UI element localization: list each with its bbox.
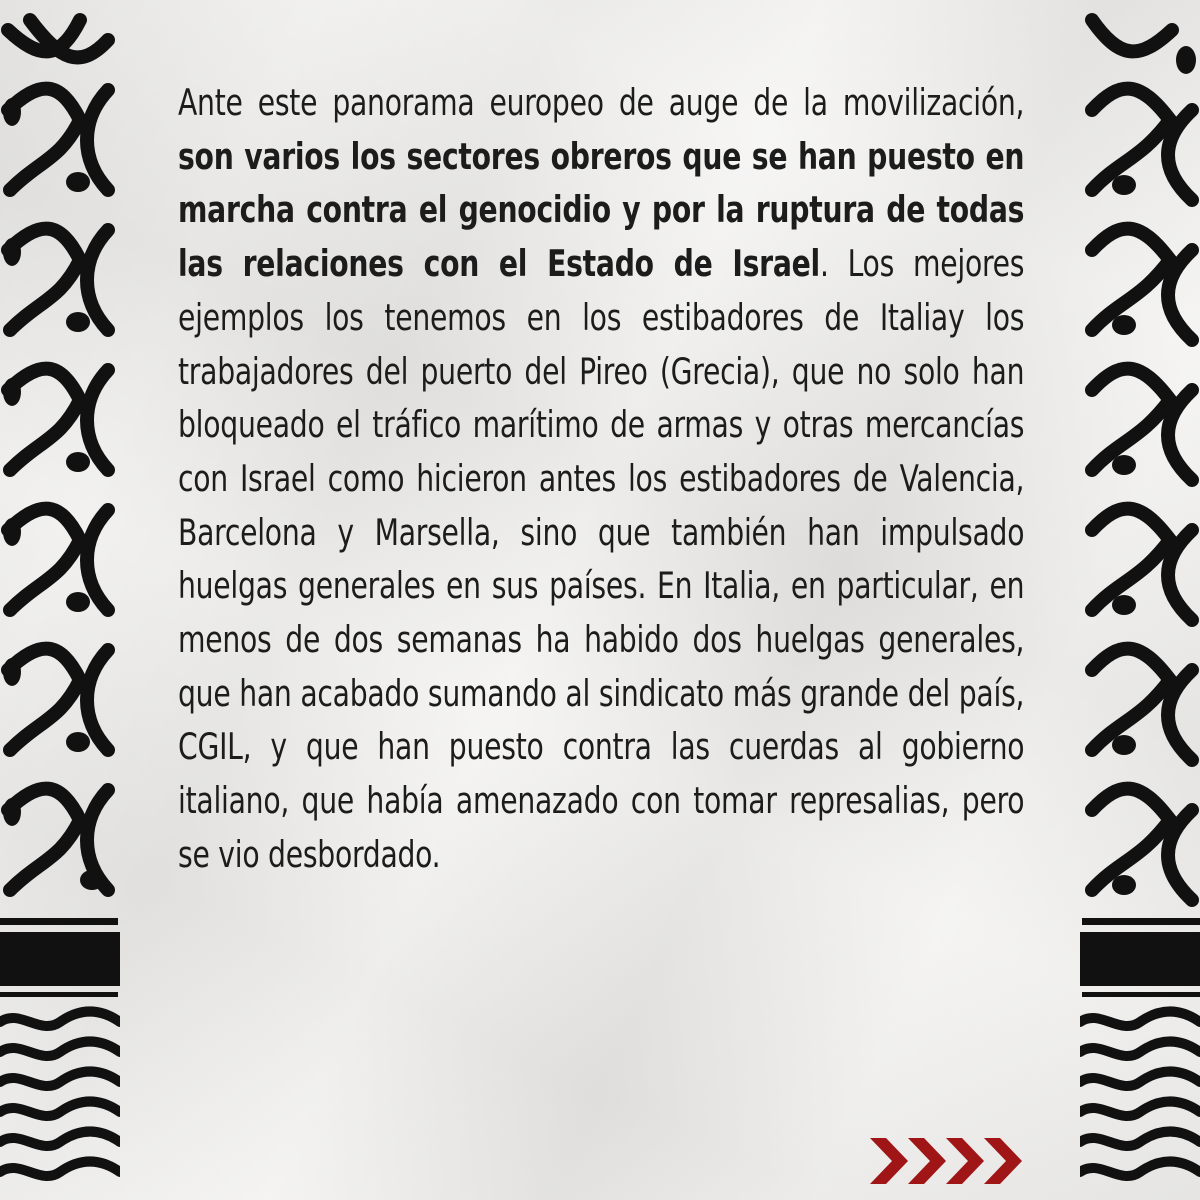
body-highlight: son varios los sectores obreros que se han puesto en marcha contra el genocidio y por la ruptura de todas las relaciones con el Estado de Israel xyxy=(178,134,1025,286)
body-intro: Ante este panorama europeo de auge de la movilización, xyxy=(178,81,1025,124)
left-keffiyeh-border xyxy=(0,0,120,1200)
body-paragraph xyxy=(178,76,1024,882)
right-keffiyeh-border xyxy=(1080,0,1200,1200)
body-rest: . Los mejores ejemplos los tenemos en los estibadores de Italiay los trabajadores del puerto del Pireo (Grecia), que no solo han bloqueado el tráfico marítimo de armas y otras mercancías con Israel como hicieron antes los estibadores de Valencia, Barcelona y Marsella, sino que también han impulsado huelgas generales en sus países. En Italia, en particular, en menos de dos semanas ha habido dos huelgas generales, que han acabado sumando al sindicato más grande del país, CGIL, y que han puesto contra las cuerdas al gobierno italiano, que había amenazado con tomar represalias, pero se vio desbordado. xyxy=(178,242,1025,876)
chevron-arrows-icon[interactable] xyxy=(870,1138,1026,1184)
